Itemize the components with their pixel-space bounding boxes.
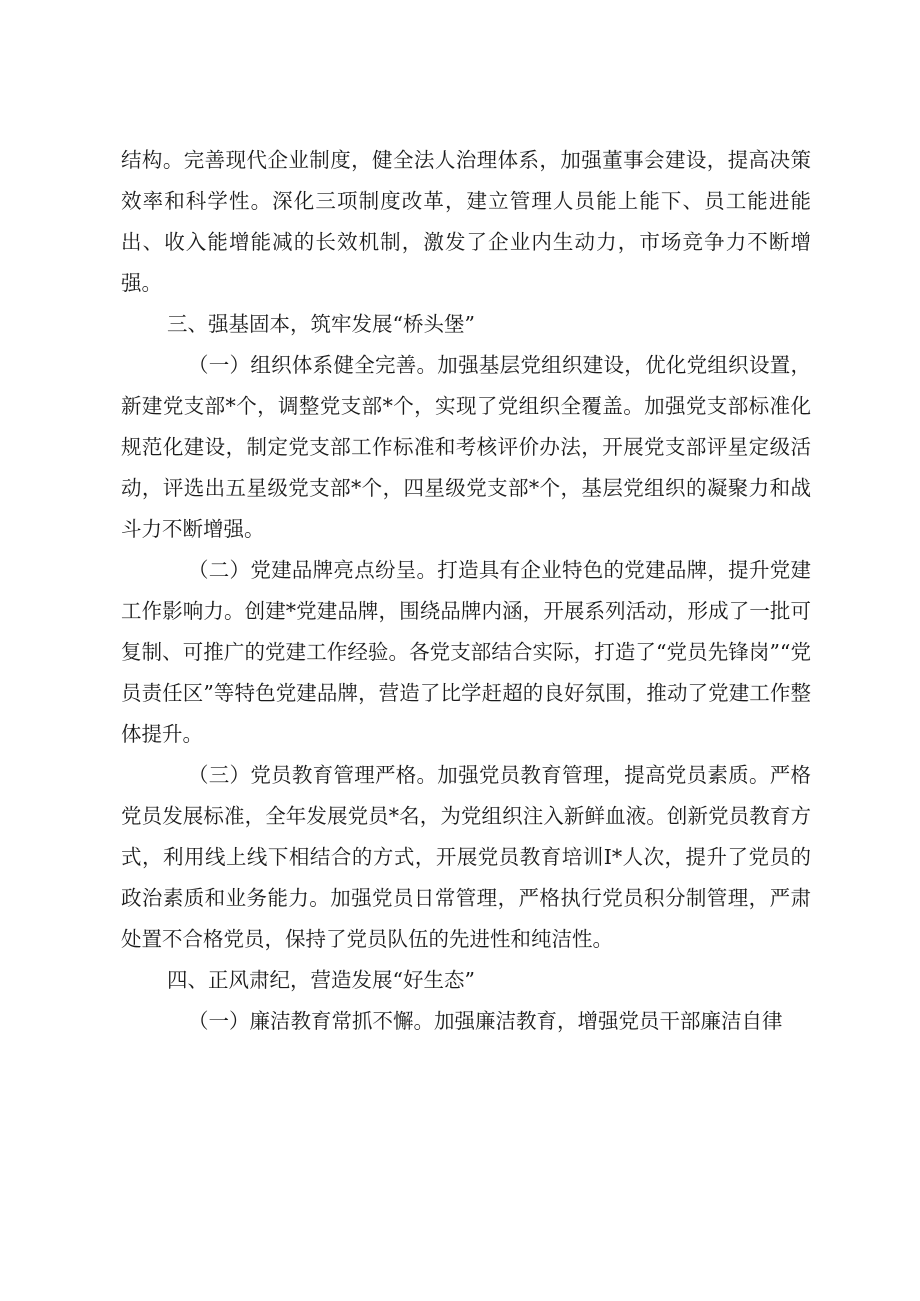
- subsection-paragraph-3-3: （三）党员教育管理严格。加强党员教育管理，提高党员素质。严格党员发展标准，全年发展党员*名，为党组织注入新鲜血液。创新党员教育方式，利用线上线下相结合的方式，开展党员教育培训I*人次，提升了党员的政治素质和业务能力。加强党员日常管理，严格执行党员积分制管理，严肃处置不合格党员，保持了党员队伍的先进性和纯洁性。: [121, 763, 811, 951]
- subsection-paragraph-3-2: （二）党建品牌亮点纷呈。打造具有企业特色的党建品牌，提升党建工作影响力。创建*党建品牌，围绕品牌内涵，开展系列活动，形成了一批可复制、可推广的党建工作经验。各党支部结合实际，打造了“党员先锋岗”“党员责任区”等特色党建品牌，营造了比学赶超的良好氛围，推动了党建工作整体提升。: [121, 558, 811, 746]
- section-heading-4: 四、正风肃纪，营造发展“好生态”: [167, 968, 475, 992]
- body-paragraph-continued: 结构。完善现代企业制度，健全法人治理体系，加强董事会建设，提高决策效率和科学性。深化三项制度改革，建立管理人员能上能下、员工能进能出、收入能增能减的长效机制，激发了企业内生动力，市场竞争力不断增强。: [121, 148, 811, 295]
- document-body: [121, 140, 811, 1042]
- section-heading-3: 三、强基固本，筑牢发展“桥头堡”: [167, 312, 475, 336]
- subsection-paragraph-4-1: （一）廉洁教育常抓不懈。加强廉洁教育，增强党员干部廉洁自律: [188, 1009, 783, 1033]
- subsection-paragraph-3-1: （一）组织体系健全完善。加强基层党组织建设，优化党组织设置，新建党支部*个，调整党支部*个，实现了党组织全覆盖。加强党支部标准化规范化建设，制定党支部工作标准和考核评价办法，开展党支部评星定级活动，评选出五星级党支部*个，四星级党支部*个，基层党组织的凝聚力和战斗力不断增强。: [121, 353, 811, 541]
